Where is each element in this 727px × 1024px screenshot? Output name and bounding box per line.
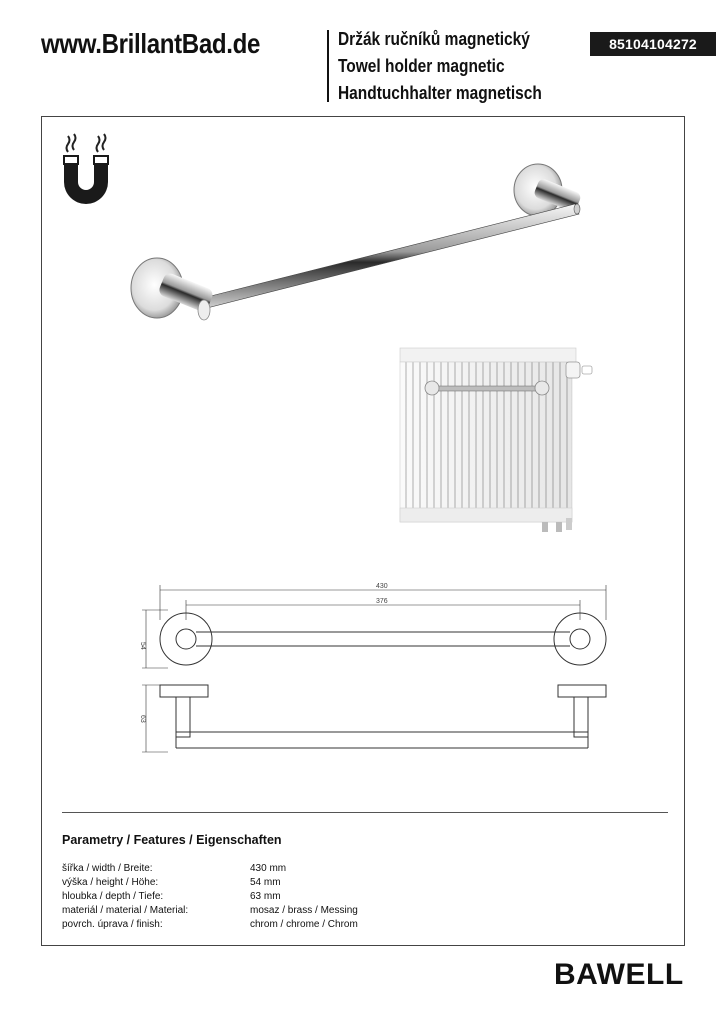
feature-value: 63 mm	[250, 891, 281, 902]
section-divider	[62, 812, 668, 813]
title-de: Handtuchhalter magnetisch	[338, 83, 542, 103]
dim-width-total: 430	[376, 583, 388, 590]
dim-depth: 63	[139, 715, 146, 723]
brand-logo: BAWELL	[554, 958, 684, 991]
magnet-icon	[58, 128, 118, 210]
feature-label: šířka / width / Breite:	[62, 863, 153, 874]
title-cz: Držák ručníků magnetický	[338, 29, 530, 49]
features-table	[62, 862, 358, 932]
feature-label: hloubka / depth / Tiefe:	[62, 891, 164, 902]
towel-bar-image	[125, 150, 595, 330]
feature-label: výška / height / Höhe:	[62, 877, 159, 888]
feature-value: 430 mm	[250, 863, 287, 874]
radiator-image	[400, 348, 600, 538]
feature-value: chrom / chrome / Chrom	[250, 919, 358, 930]
dim-width-inner: 376	[376, 598, 388, 605]
feature-label: povrch. úprava / finish:	[62, 919, 163, 930]
header-divider	[327, 30, 329, 102]
technical-drawing	[138, 580, 618, 760]
feature-label: materiál / material / Material:	[62, 905, 189, 916]
dim-height: 54	[139, 642, 146, 650]
title-en: Towel holder magnetic	[338, 56, 505, 76]
feature-row	[62, 904, 358, 918]
feature-value: 54 mm	[250, 877, 281, 888]
feature-row	[62, 918, 358, 932]
site-url: www.BrillantBad.de	[41, 28, 261, 59]
feature-row	[62, 876, 358, 890]
feature-value: mosaz / brass / Messing	[250, 905, 358, 916]
features-heading: Parametry / Features / Eigenschaften	[62, 833, 282, 847]
feature-row	[62, 890, 358, 904]
product-code: 85104104272	[590, 32, 716, 56]
product-titles	[338, 26, 542, 107]
feature-row	[62, 862, 358, 876]
